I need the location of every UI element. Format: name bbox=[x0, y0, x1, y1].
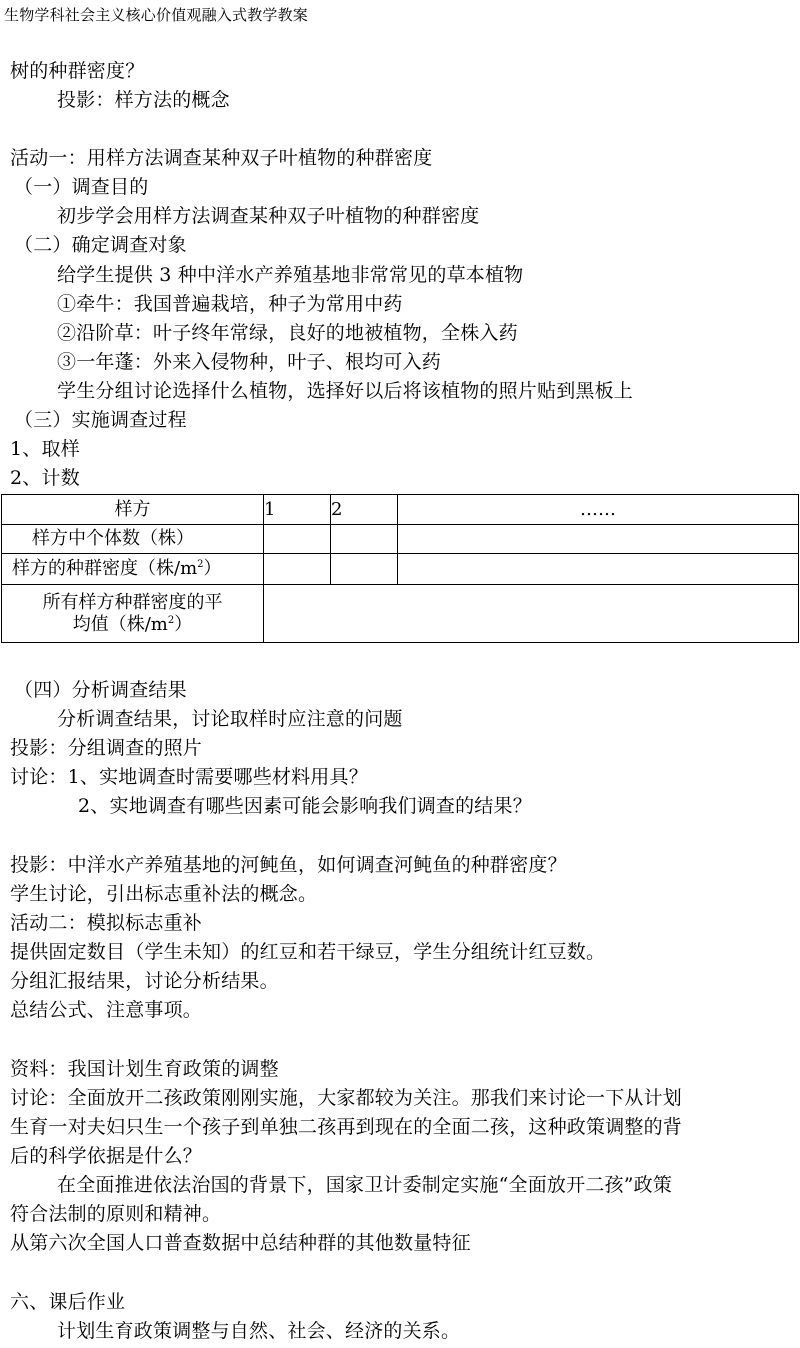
homework-text: 计划生育政策调整与自然、社会、经济的关系。 bbox=[57, 1320, 461, 1342]
activity2-report: 分组汇报结果，讨论分析结果。 bbox=[10, 970, 279, 992]
section2-note: 学生分组讨论选择什么植物，选择好以后将该植物的照片贴到黑板上 bbox=[57, 380, 634, 402]
quadrat-table bbox=[1, 494, 799, 643]
table-cell bbox=[264, 554, 331, 585]
page-header: 生物学科社会主义核心价值观融入式教学教案 bbox=[4, 6, 309, 24]
material-discuss-line2: 生育一对夫妇只生一个孩子到单独二孩再到现在的全面二孩，这种政策调整的背 bbox=[10, 1116, 683, 1138]
material-law-line2: 符合法制的原则和精神。 bbox=[10, 1203, 222, 1225]
table-row bbox=[2, 554, 799, 585]
table-header-cell: …… bbox=[398, 495, 799, 525]
plant-item-3: ③一年蓬：外来入侵物种，叶子、根均可入药 bbox=[57, 351, 442, 373]
activity2-summary: 总结公式、注意事项。 bbox=[10, 999, 203, 1021]
table-header-cell: 2 bbox=[331, 495, 398, 525]
material-discuss-line3: 后的科学依据是什么？ bbox=[10, 1145, 203, 1167]
section1-text: 初步学会用样方法调查某种双子叶植物的种群密度 bbox=[57, 205, 480, 227]
plant-item-2: ②沿阶草：叶子终年常绿，良好的地被植物，全株入药 bbox=[57, 322, 518, 344]
student-discussion: 学生讨论，引出标志重补法的概念。 bbox=[10, 883, 318, 905]
activity1-title: 活动一：用样方法调查某种双子叶植物的种群密度 bbox=[10, 147, 433, 169]
material-census: 从第六次全国人口普查数据中总结种群的其他数量特征 bbox=[10, 1232, 471, 1254]
table-cell bbox=[331, 554, 398, 585]
activity2-provide: 提供固定数目（学生未知）的红豆和若干绿豆，学生分组统计红豆数。 bbox=[10, 941, 606, 963]
section3-title: （三）实施调查过程 bbox=[14, 409, 187, 431]
table-row-label: 所有样方种群密度的平 均值（株$/m^2$） bbox=[2, 585, 264, 643]
projection-photos: 投影：分组调查的照片 bbox=[10, 737, 203, 759]
section4-title: （四）分析调查结果 bbox=[14, 679, 187, 701]
table-cell bbox=[264, 585, 799, 643]
plant-item-1: ①牵牛：我国普遍栽培，种子为常用中药 bbox=[57, 293, 403, 315]
homework-title: 六、课后作业 bbox=[10, 1291, 126, 1313]
table-cell bbox=[264, 525, 331, 554]
table-row-label: 样方中个体数（株） bbox=[2, 525, 264, 554]
section2-text: 给学生提供 3 种中洋水产养殖基地非常常见的草本植物 bbox=[57, 264, 524, 286]
material-discuss-line1: 讨论：全面放开二孩政策刚刚实施，大家都较为关注。那我们来讨论一下从计划 bbox=[10, 1087, 683, 1109]
intro-question: 树的种群密度？ bbox=[10, 60, 145, 82]
step-counting: 2、计数 bbox=[10, 467, 80, 489]
activity2-title: 活动二：模拟标志重补 bbox=[10, 912, 203, 934]
table-cell bbox=[398, 554, 799, 585]
intro-projection: 投影：样方法的概念 bbox=[57, 89, 230, 111]
projection-pufferfish: 投影：中洋水产养殖基地的河鲀鱼，如何调查河鲀鱼的种群密度？ bbox=[10, 854, 567, 876]
table-row bbox=[2, 495, 799, 525]
section1-title: （一）调查目的 bbox=[14, 176, 149, 198]
table-header-cell: 1 bbox=[264, 495, 331, 525]
table-cell bbox=[331, 525, 398, 554]
step-sampling: 1、取样 bbox=[10, 438, 80, 460]
table-row bbox=[2, 525, 799, 554]
discussion-1: 讨论：1、实地调查时需要哪些材料用具？ bbox=[10, 766, 368, 788]
table-row bbox=[2, 585, 799, 643]
section2-title: （二）确定调查对象 bbox=[14, 234, 187, 256]
table-row-label: 样方的种群密度（株$/m^2$） bbox=[2, 554, 264, 585]
table-header-cell: 样方 bbox=[2, 495, 264, 525]
section4-text: 分析调查结果，讨论取样时应注意的问题 bbox=[57, 708, 403, 730]
discussion-2: 2、实地调查有哪些因素可能会影响我们调查的结果？ bbox=[78, 795, 532, 817]
table-cell bbox=[398, 525, 799, 554]
material-title: 资料：我国计划生育政策的调整 bbox=[10, 1058, 279, 1080]
material-law-line1: 在全面推进依法治国的背景下，国家卫计委制定实施“全面放开二孩”政策 bbox=[57, 1174, 673, 1196]
